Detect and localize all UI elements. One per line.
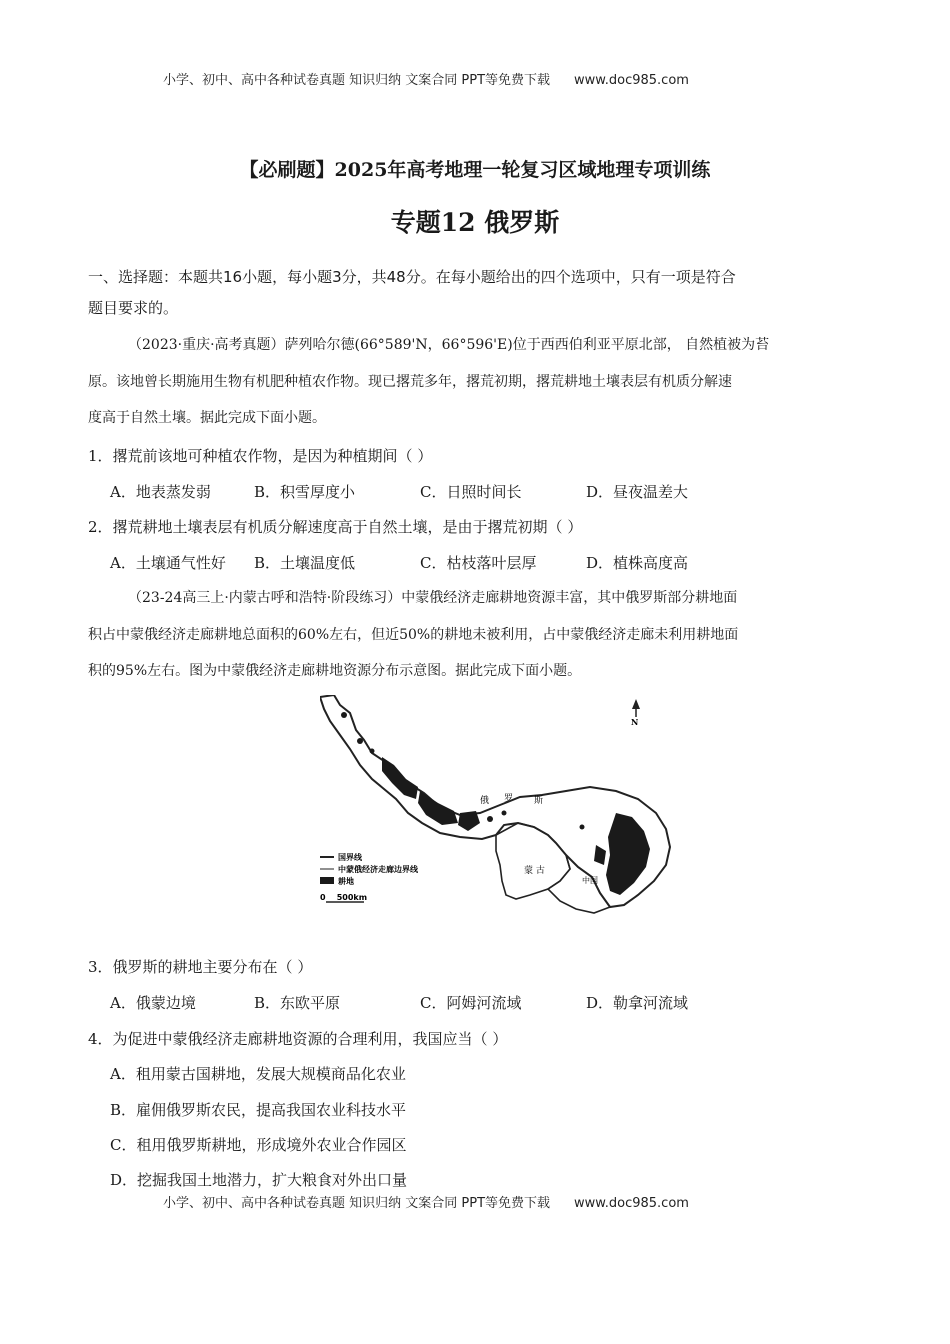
- q2-option-c[interactable]: C．枯枝落叶层厚: [420, 554, 537, 572]
- q2-option-d[interactable]: D．植株高度高: [586, 554, 689, 572]
- q3-option-a[interactable]: A．俄蒙边境: [110, 994, 196, 1012]
- topic-title: 专题12 俄罗斯: [390, 208, 560, 237]
- legend-corridor-label: 中蒙俄经济走廊边界线: [338, 865, 418, 874]
- north-arrow-icon: [632, 699, 640, 717]
- passage-2-line-3: 积的95%左右。图为中蒙俄经济走廊耕地资源分布示意图。据此完成下面小题。: [88, 663, 582, 679]
- section-instruction: [88, 262, 868, 324]
- section-line-1: 一、选择题：本题共16小题，每小题3分，共48分。在每小题给出的四个选项中，只有一项是符合: [88, 268, 736, 286]
- question-3-options: [110, 992, 688, 1013]
- question-1-stem: 1．撂荒前该地可种植农作物，是因为种植期间（ ）: [88, 447, 433, 465]
- legend-farmland-swatch: [320, 877, 334, 884]
- footer-site-link[interactable]: www.doc985.com: [574, 1196, 689, 1211]
- map-label-russia-1: 俄: [480, 796, 490, 806]
- page-footer: [163, 1192, 689, 1211]
- page-header: [163, 69, 689, 88]
- question-4-stem: 4．为促进中蒙俄经济走廊耕地资源的合理利用，我国应当（ ）: [88, 1030, 508, 1048]
- passage-2-line-2: 积占中蒙俄经济走廊耕地总面积的60%左右，但近50%的耕地未被利用，占中蒙俄经济走廊未利用耕地面: [88, 627, 739, 643]
- passage-1-line-1: （2023·重庆·高考真题）萨列哈尔德(66°589'N，66°596'E)位于西西伯利亚平原北部， 自然植被为苔: [128, 337, 770, 353]
- map-label-mongolia: 蒙 古: [524, 866, 545, 876]
- q1-option-b[interactable]: B．积雪厚度小: [254, 483, 356, 501]
- legend-farmland-label: 耕地: [338, 877, 354, 886]
- q2-option-a[interactable]: A．土壤通气性好: [110, 554, 226, 572]
- q4-option-c[interactable]: C．租用俄罗斯耕地，形成境外农业合作园区: [110, 1136, 407, 1154]
- question-2-stem: 2．撂荒耕地土壤表层有机质分解速度高于自然土壤，是由于撂荒初期（ ）: [88, 518, 583, 536]
- q4-option-b[interactable]: B．雇佣俄罗斯农民，提高我国农业科技水平: [110, 1101, 407, 1119]
- legend-border-label: 国界线: [338, 853, 362, 862]
- section-line-2: 题目要求的。: [88, 299, 179, 317]
- map-label-china: 中国: [582, 876, 598, 885]
- mongolia-outline: [496, 823, 570, 899]
- passage-1-line-3: 度高于自然土壤。据此完成下面小题。: [88, 410, 326, 426]
- q3-option-b[interactable]: B．东欧平原: [254, 994, 341, 1012]
- map-label-russia-3: 斯: [534, 796, 544, 806]
- map-label-russia-2: 罗: [504, 794, 514, 804]
- q4-option-d[interactable]: D．挖掘我国土地潜力，扩大粮食对外出口量: [110, 1171, 408, 1189]
- china-boundary: [548, 855, 610, 913]
- q4-option-a[interactable]: A．租用蒙古国耕地，发展大规模商品化农业: [110, 1065, 406, 1083]
- document-title: 【必刷题】2025年高考地理一轮复习区域地理专项训练: [239, 159, 711, 181]
- header-site-link[interactable]: www.doc985.com: [574, 73, 689, 88]
- north-label: N: [631, 717, 639, 727]
- question-1-options: [110, 481, 688, 502]
- footer-text: 小学、初中、高中各种试卷真题 知识归纳 文案合同 PPT等免费下载: [163, 1196, 551, 1211]
- question-2-options: [110, 552, 688, 573]
- corridor-farmland-map: [320, 695, 690, 925]
- q1-option-c[interactable]: C．日照时间长: [420, 483, 522, 501]
- q1-option-a[interactable]: A．地表蒸发弱: [110, 483, 211, 501]
- passage-1-line-2: 原。该地曾长期施用生物有机肥种植农作物。现已撂荒多年，撂荒初期，撂荒耕地土壤表层有机质分解速: [88, 374, 732, 390]
- q1-option-d[interactable]: D．昼夜温差大: [586, 483, 689, 501]
- passage-2-line-1: （23-24高三上·内蒙古呼和浩特·阶段练习）中蒙俄经济走廊耕地资源丰富，其中俄罗斯部分耕地面: [128, 590, 738, 606]
- header-text: 小学、初中、高中各种试卷真题 知识归纳 文案合同 PPT等免费下载: [163, 73, 551, 88]
- scale-label: 0 500km: [320, 893, 368, 902]
- q3-option-c[interactable]: C．阿姆河流域: [420, 994, 522, 1012]
- map-legend: [320, 852, 419, 902]
- question-3-stem: 3．俄罗斯的耕地主要分布在（ ）: [88, 958, 313, 976]
- q2-option-b[interactable]: B．土壤温度低: [254, 554, 356, 572]
- q3-option-d[interactable]: D．勒拿河流域: [586, 994, 689, 1012]
